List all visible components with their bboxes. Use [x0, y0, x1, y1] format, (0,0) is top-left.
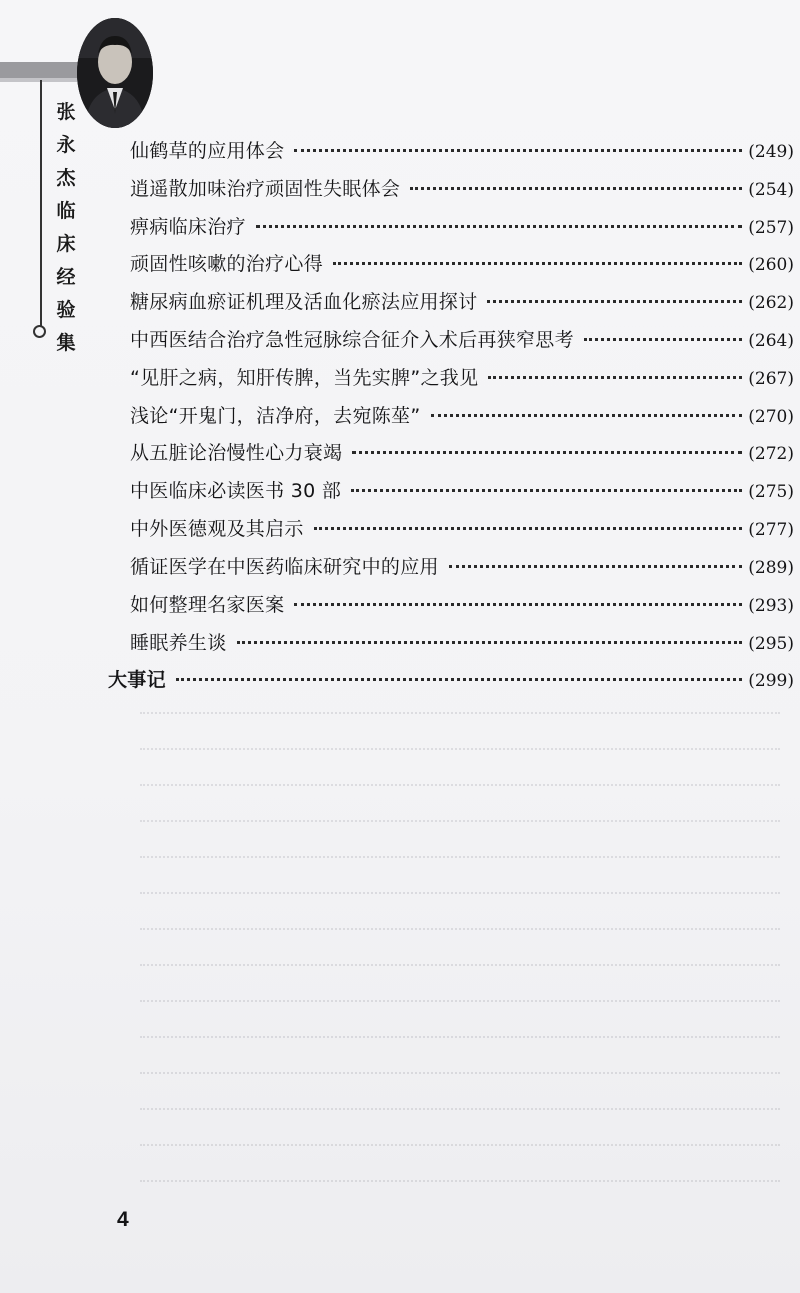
toc-entry[interactable] — [130, 136, 794, 164]
book-title-char: 临 — [56, 200, 76, 222]
toc-entry[interactable] — [130, 212, 794, 240]
toc-entry-title: 如何整理名家医案 — [130, 594, 285, 616]
toc-entry-page: (270) — [748, 407, 794, 427]
header-bar-shade — [0, 78, 78, 82]
toc-entry-title: 中医临床必读医书 30 部 — [130, 480, 342, 502]
leader-dots — [487, 300, 742, 303]
toc-entry-page: (295) — [748, 634, 794, 654]
toc-entry-title: 睡眠养生谈 — [130, 632, 227, 654]
toc-entry-page: (293) — [748, 596, 794, 616]
leader-dots — [488, 376, 742, 379]
toc-entry-title: “见肝之病，知肝传脾，当先实脾”之我见 — [130, 367, 479, 389]
toc-entry-title: 逍遥散加味治疗顽固性失眠体会 — [130, 178, 401, 200]
toc-entry-page: (257) — [748, 218, 794, 238]
toc-entry-page: (289) — [748, 558, 794, 578]
page-number: 4 — [117, 1208, 129, 1231]
leader-dots — [333, 262, 742, 265]
toc-entry[interactable] — [130, 174, 794, 202]
author-portrait — [77, 18, 153, 128]
toc-entry-title: 仙鹤草的应用体会 — [130, 140, 285, 162]
toc-section-page: (299) — [748, 671, 794, 691]
leader-dots — [449, 565, 742, 568]
toc-section-title: 大事记 — [108, 669, 166, 691]
book-title-char: 永 — [56, 134, 76, 156]
toc-entry-title: 糖尿病血瘀证机理及活血化瘀法应用探讨 — [130, 291, 478, 313]
leader-dots — [256, 225, 742, 228]
leader-dots — [314, 527, 743, 530]
leader-dots — [294, 603, 742, 606]
toc-entry-page: (272) — [748, 444, 794, 464]
book-title-char: 验 — [56, 299, 76, 321]
toc-entry[interactable] — [130, 590, 794, 618]
toc-entry-title: 顽固性咳嗽的治疗心得 — [130, 253, 324, 275]
toc-entry[interactable] — [130, 249, 794, 277]
toc-entry[interactable] — [130, 628, 794, 656]
toc-entry[interactable] — [130, 476, 794, 504]
leader-dots — [294, 149, 742, 152]
side-rule-ornament — [33, 325, 46, 338]
side-rule — [40, 80, 42, 326]
leader-dots — [431, 414, 743, 417]
toc-entry-page: (254) — [748, 180, 794, 200]
book-title-char: 集 — [56, 332, 76, 354]
toc-entry-page: (277) — [748, 520, 794, 540]
leader-dots — [584, 338, 742, 341]
leader-dots — [176, 678, 742, 681]
book-title-char: 经 — [56, 266, 76, 288]
leader-dots — [352, 451, 742, 454]
toc-entry-page: (249) — [748, 142, 794, 162]
toc-entry-page: (260) — [748, 255, 794, 275]
toc-entry-title: 中西医结合治疗急性冠脉综合征介入术后再狭窄思考 — [130, 329, 574, 351]
toc-entry[interactable] — [130, 514, 794, 542]
toc-entry-title: 痹病临床治疗 — [130, 216, 246, 238]
leader-dots — [351, 489, 742, 492]
reverse-side-bleed-through — [120, 700, 800, 1200]
toc-entry-title: 从五脏论治慢性心力衰竭 — [130, 442, 343, 464]
toc-entry-page: (267) — [748, 369, 794, 389]
leader-dots — [237, 641, 743, 644]
toc-section-entry[interactable] — [108, 665, 794, 693]
toc-entry-page: (264) — [748, 331, 794, 351]
running-book-title — [55, 96, 77, 360]
toc-entry-page: (275) — [748, 482, 794, 502]
toc-entry-page: (262) — [748, 293, 794, 313]
toc-entry[interactable] — [130, 363, 794, 391]
book-title-char: 杰 — [56, 167, 76, 189]
leader-dots — [410, 187, 742, 190]
toc-entry[interactable] — [130, 438, 794, 466]
toc-entry[interactable] — [130, 552, 794, 580]
toc-entry-title: 中外医德观及其启示 — [130, 518, 304, 540]
toc-entry[interactable] — [130, 287, 794, 315]
book-title-char: 张 — [56, 101, 76, 123]
toc-entry-title: 循证医学在中医药临床研究中的应用 — [130, 556, 439, 578]
toc-entry[interactable] — [130, 325, 794, 353]
toc-entry-title: 浅论“开鬼门，洁净府，去宛陈莝” — [130, 405, 421, 427]
header-bar — [0, 62, 86, 78]
toc-entry[interactable] — [130, 401, 794, 429]
book-title-char: 床 — [56, 233, 76, 255]
